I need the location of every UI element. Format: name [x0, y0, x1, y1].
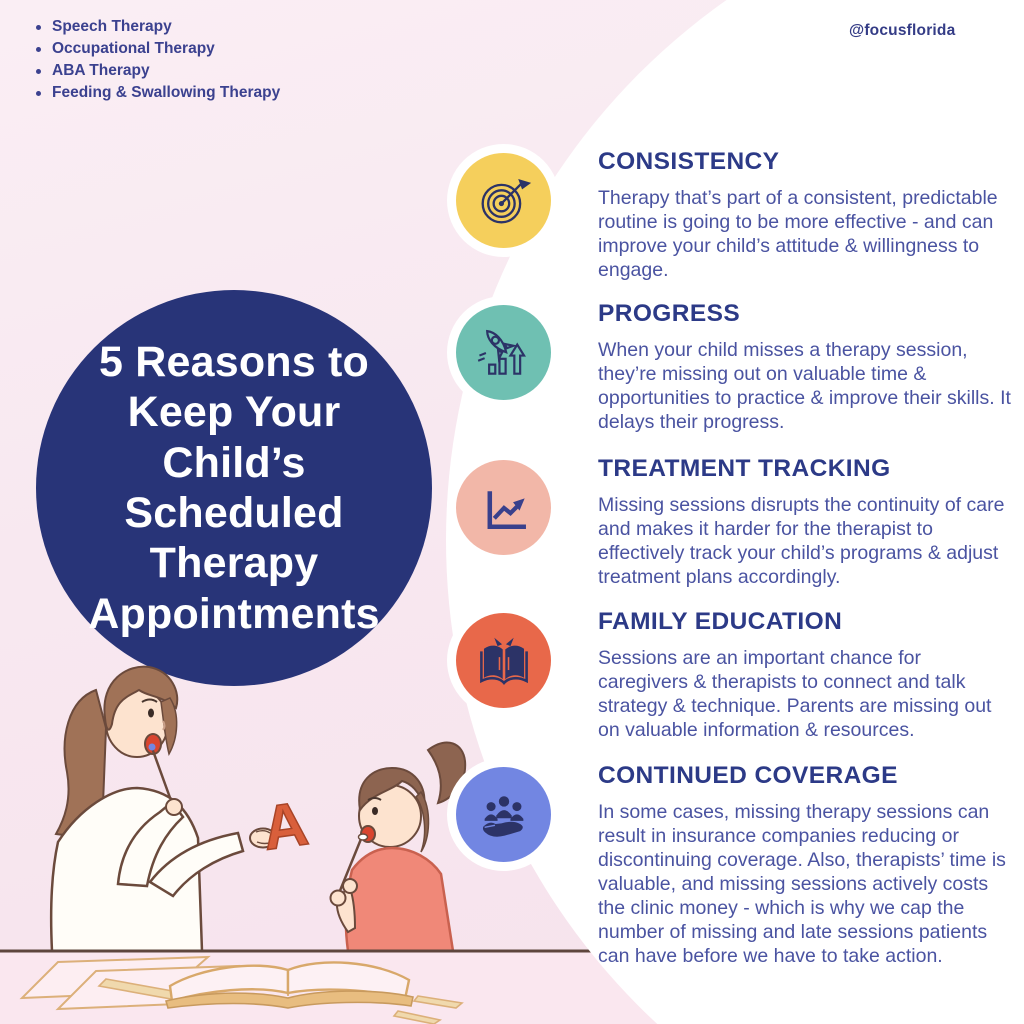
- title-line: Keep Your: [127, 388, 341, 437]
- title-line: Scheduled: [124, 489, 344, 537]
- reason-continued-coverage: [456, 762, 1021, 968]
- bullet-dot-icon: [36, 91, 41, 96]
- child-figure: [331, 743, 466, 951]
- title-line: Child’s: [162, 438, 306, 487]
- reason-body: Therapy that’s part of a consistent, predictable routine is going to be more effective - and can improve your child’s attitude & willingness to engage.: [598, 187, 998, 281]
- reason-body: When your child misses a therapy session, they’re missing out on valuable time & opportunities to practice & improve their skills. It delays their progress.: [598, 339, 1011, 433]
- letter-a-prop: A: [258, 789, 313, 864]
- title-circle: [36, 290, 432, 686]
- reason-heading: CONTINUED COVERAGE: [598, 762, 898, 789]
- list-item: [36, 60, 280, 82]
- reason-heading: CONSISTENCY: [598, 148, 780, 175]
- reason-treatment-tracking: [456, 455, 1021, 589]
- page-title: [88, 337, 379, 639]
- people-care-icon: [456, 767, 551, 862]
- title-line: 5 Reasons to: [98, 338, 370, 387]
- title-line: Appointments: [88, 589, 380, 638]
- reason-progress: [456, 300, 1021, 434]
- title-line: Therapy: [149, 539, 319, 588]
- open-book-icon: [456, 613, 551, 708]
- woman-figure: [51, 667, 276, 951]
- reason-body: In some cases, missing therapy sessions can result in insurance companies reducing or discontinuing coverage. Also, therapists’ time is valuable, and missing sessions actively costs the clinic money - which is why we cap the number of missing and late sessions patients can have before we have to take action.: [598, 801, 1006, 967]
- service-label: Occupational Therapy: [52, 40, 215, 57]
- brand-handle: @focusflorida: [849, 22, 956, 39]
- reason-body: Sessions are an important chance for caregivers & therapists to connect and talk strategy & technique. Parents are missing out on valuable information & resources.: [598, 647, 992, 741]
- list-item: [36, 16, 280, 38]
- reason-heading: FAMILY EDUCATION: [598, 608, 843, 635]
- line-chart-icon: [456, 460, 551, 555]
- list-item: [36, 82, 280, 104]
- bullet-dot-icon: [36, 47, 41, 52]
- rocket-growth-icon: [456, 305, 551, 400]
- reason-heading: TREATMENT TRACKING: [598, 455, 891, 482]
- bullet-dot-icon: [36, 69, 41, 74]
- reason-body: Missing sessions disrupts the continuity of care and makes it harder for the therapist to effectively track your child’s programs & adjust treatment plans accordingly.: [598, 494, 1005, 588]
- reason-family-education: [456, 608, 1021, 742]
- service-label: Speech Therapy: [52, 18, 172, 35]
- services-list: [36, 16, 280, 104]
- list-item: [36, 38, 280, 60]
- service-label: Feeding & Swallowing Therapy: [52, 84, 281, 101]
- reason-heading: PROGRESS: [598, 300, 741, 327]
- service-label: ABA Therapy: [52, 62, 150, 79]
- reason-consistency: [456, 148, 1021, 282]
- target-arrow-icon: [456, 153, 551, 248]
- bullet-dot-icon: [36, 25, 41, 30]
